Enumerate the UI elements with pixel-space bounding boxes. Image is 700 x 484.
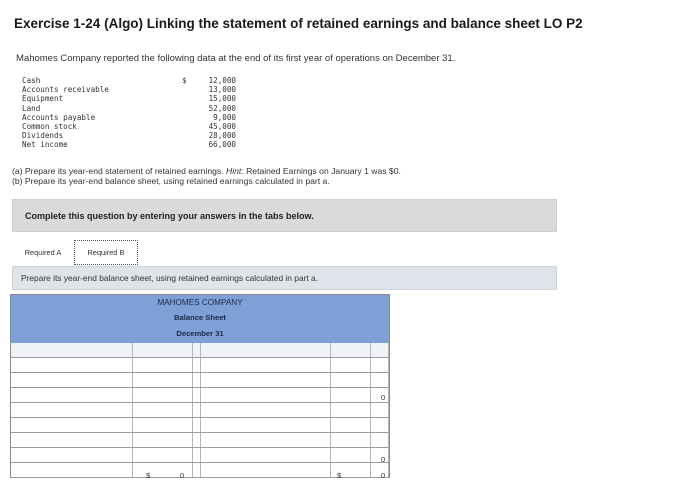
prompt-bar xyxy=(12,266,557,290)
data-label: Land xyxy=(22,103,41,113)
balance-sheet-cell xyxy=(193,448,201,462)
balance-sheet-cell xyxy=(11,403,133,417)
data-currency xyxy=(182,85,192,94)
data-row xyxy=(22,140,236,149)
balance-sheet-row xyxy=(11,358,389,373)
balance-sheet-form xyxy=(10,294,390,478)
balance-sheet-cell xyxy=(193,433,201,447)
account-name-input[interactable] xyxy=(201,467,330,481)
tab-required-b[interactable] xyxy=(74,240,138,265)
balance-sheet-cell xyxy=(201,463,331,477)
balance-sheet-cell xyxy=(371,463,389,477)
statement-name: Balance Sheet xyxy=(174,313,226,322)
balance-sheet-cell xyxy=(11,418,133,432)
data-row xyxy=(22,104,236,113)
balance-sheet-cell xyxy=(133,358,193,372)
balance-sheet-cell xyxy=(133,448,193,462)
data-value: 52,000 xyxy=(208,103,236,113)
balance-sheet-cell xyxy=(201,433,331,447)
balance-sheet-cell xyxy=(201,448,331,462)
balance-sheet-cell xyxy=(11,388,133,402)
right-total-currency: $ xyxy=(337,471,342,480)
data-currency xyxy=(182,104,192,113)
data-value: 28,000 xyxy=(208,131,236,141)
balance-sheet-cell xyxy=(193,343,201,357)
balance-sheet-cell xyxy=(371,358,389,372)
data-value: 66,000 xyxy=(208,140,236,150)
balance-sheet-cell xyxy=(201,373,331,387)
tab-required-a-label: Required A xyxy=(24,248,62,257)
data-value: 12,000 xyxy=(208,76,236,85)
task-b: (b) Prepare its year-end balance sheet, using retained earnings calculated in part a. xyxy=(12,176,330,186)
data-value: 13,000 xyxy=(208,85,236,95)
left-total-value: 0 xyxy=(180,471,185,480)
balance-sheet-cell xyxy=(11,373,133,387)
balance-sheet-cell xyxy=(371,343,389,357)
balance-sheet-cell xyxy=(371,403,389,417)
balance-sheet-cell xyxy=(11,463,133,477)
balance-sheet-cell xyxy=(193,388,201,402)
data-currency: $ xyxy=(182,76,187,85)
instructions-bar xyxy=(12,199,557,232)
balance-sheet-cell xyxy=(201,403,331,417)
balance-sheet-row xyxy=(11,388,389,403)
data-value: 45,000 xyxy=(208,122,236,132)
data-row xyxy=(22,76,236,85)
balance-sheet-row xyxy=(11,343,389,358)
data-label: Accounts payable xyxy=(22,112,96,122)
balance-sheet-cell xyxy=(371,433,389,447)
data-value: 15,000 xyxy=(208,94,236,104)
right-subtotal-value: 0 xyxy=(381,393,386,402)
data-label: Dividends xyxy=(22,131,64,141)
left-total-currency: $ xyxy=(146,471,151,480)
balance-sheet-cell xyxy=(11,358,133,372)
instructions-text: Complete this question by entering your answers in the tabs below. xyxy=(25,210,314,221)
balance-sheet-cell xyxy=(331,373,371,387)
balance-sheet-cell xyxy=(193,463,201,477)
balance-sheet-cell xyxy=(201,358,331,372)
account-name-input[interactable] xyxy=(11,467,132,481)
balance-sheet-row xyxy=(11,448,389,463)
balance-sheet-cell xyxy=(193,418,201,432)
balance-sheet-cell xyxy=(331,388,371,402)
balance-sheet-cell xyxy=(331,418,371,432)
statement-date: December 31 xyxy=(176,329,224,338)
data-label: Equipment xyxy=(22,94,64,104)
data-row xyxy=(22,85,236,94)
balance-sheet-header xyxy=(11,295,389,343)
balance-sheet-cell xyxy=(201,343,331,357)
company-name: MAHOMES COMPANY xyxy=(157,298,243,307)
balance-sheet-cell xyxy=(133,388,193,402)
right-bottom-value: 0 xyxy=(381,471,386,480)
task-a-text: (a) Prepare its year-end statement of retained earnings. xyxy=(12,166,224,176)
data-label: Net income xyxy=(22,140,68,150)
balance-sheet-cell xyxy=(193,358,201,372)
data-row xyxy=(22,122,236,131)
balance-sheet-row xyxy=(11,463,389,478)
balance-sheet-cell xyxy=(201,388,331,402)
balance-sheet-cell xyxy=(11,448,133,462)
task-a-hint-text: Retained Earnings on January 1 was $0. xyxy=(246,166,401,176)
balance-sheet-cell xyxy=(331,343,371,357)
data-currency xyxy=(182,122,192,131)
balance-sheet-cell xyxy=(371,373,389,387)
data-currency xyxy=(182,94,192,103)
balance-sheet-cell xyxy=(331,403,371,417)
balance-sheet-cell xyxy=(133,433,193,447)
balance-sheet-cell xyxy=(201,418,331,432)
right-total-value: 0 xyxy=(381,455,386,464)
balance-sheet-cell xyxy=(371,418,389,432)
balance-sheet-row xyxy=(11,403,389,418)
intro-text: Mahomes Company reported the following data at the end of its first year of operations on December 31. xyxy=(16,53,456,64)
balance-sheet-cell xyxy=(11,433,133,447)
balance-sheet-cell xyxy=(11,343,133,357)
balance-sheet-cell xyxy=(193,403,201,417)
data-row xyxy=(22,113,236,122)
balance-sheet-cell xyxy=(133,403,193,417)
data-currency xyxy=(182,113,192,122)
balance-sheet-cell xyxy=(331,448,371,462)
data-row xyxy=(22,94,236,103)
task-a xyxy=(12,166,401,176)
prompt-text: Prepare its year-end balance sheet, using retained earnings calculated in part a. xyxy=(21,273,319,283)
balance-sheet-cell xyxy=(133,373,193,387)
balance-sheet-cell xyxy=(193,373,201,387)
balance-sheet-cell xyxy=(133,418,193,432)
data-label: Common stock xyxy=(22,122,77,132)
data-row xyxy=(22,131,236,140)
balance-sheet-row xyxy=(11,433,389,448)
given-data-table xyxy=(22,76,236,150)
data-label: Accounts receivable xyxy=(22,85,109,95)
exercise-title: Exercise 1-24 (Algo) Linking the statement of retained earnings and balance sheet LO P2 xyxy=(14,16,583,31)
balance-sheet-row xyxy=(11,373,389,388)
balance-sheet-cell xyxy=(371,388,389,402)
balance-sheet-row xyxy=(11,418,389,433)
balance-sheet-cell xyxy=(371,448,389,462)
balance-sheet-cell xyxy=(331,433,371,447)
data-currency xyxy=(182,140,192,149)
balance-sheet-cell xyxy=(331,358,371,372)
tab-required-a[interactable] xyxy=(14,240,72,265)
data-label: Cash xyxy=(22,76,41,85)
balance-sheet-cell xyxy=(133,343,193,357)
task-a-hint-label: Hint: xyxy=(226,166,244,176)
tab-required-b-label: Required B xyxy=(87,248,125,257)
data-currency xyxy=(182,131,192,140)
data-value: 9,000 xyxy=(213,112,236,122)
